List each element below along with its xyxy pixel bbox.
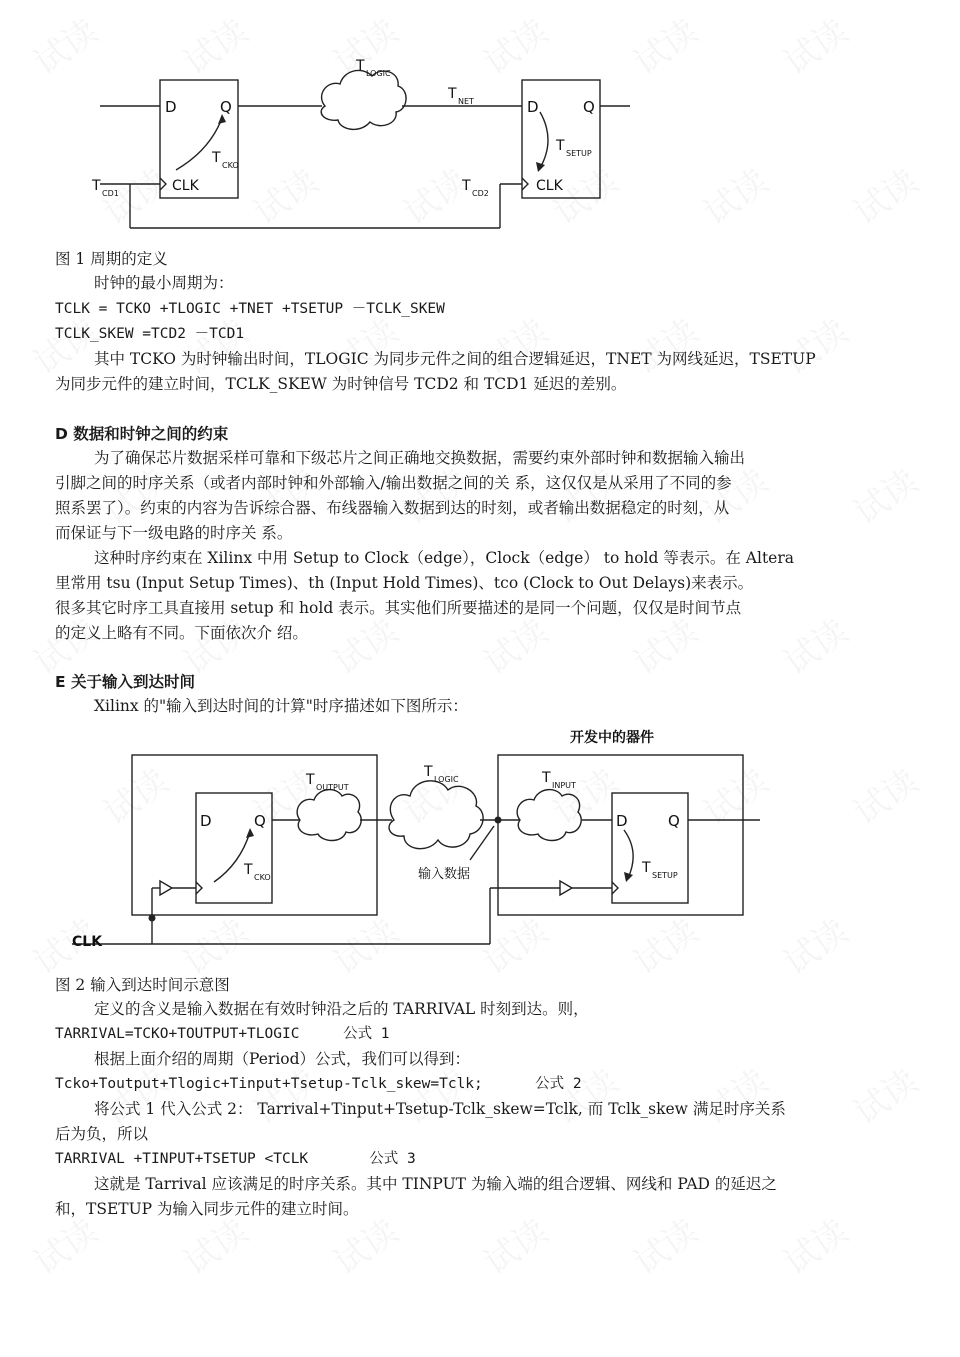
conclusion-line2: 和，TSETUP 为输入同步元件的建立时间。 — [55, 1200, 359, 1218]
watermark-text — [842, 755, 926, 834]
logic-cloud — [321, 70, 406, 129]
formula-2: Tcko+Toutput+Tlogic+Tinput+Tsetup-Tclk_skew=Tclk; 公式 2 — [55, 1076, 582, 1092]
arrival-definition: 定义的含义是输入数据在有效时钟沿之后的 TARRIVAL 时刻到达。则， — [94, 1000, 589, 1018]
ff2-tsetup-label: T — [556, 138, 565, 154]
fig2-tcko: T — [244, 862, 253, 878]
fig2-toutput: T — [306, 772, 315, 788]
tnet-label: T — [448, 86, 457, 102]
tcd1-label: T — [92, 178, 101, 194]
ff2-tsetup-sub: SETUP — [566, 149, 592, 158]
tcd2-sub: CD2 — [472, 189, 489, 198]
watermark-text — [842, 455, 926, 534]
fig2-tinput-sub: INPUT — [552, 781, 576, 790]
figure1-caption: 图 1 周期的定义 — [55, 250, 168, 268]
para-d2-line3: 很多其它时序工具直接用 setup 和 hold 表示。其实他们所要描述的是同一个问题，仅仅是时间节点 — [55, 599, 742, 617]
para-d2-line1: 这种时序约束在 Xilinx 中用 Setup to Clock（edge），Clock（edge） to hold 等表示。在 Altera — [94, 549, 794, 567]
section-e-heading: E 关于输入到达时间 — [55, 673, 195, 691]
watermark-text — [622, 305, 706, 384]
fig2-tsetup-sub: SETUP — [652, 871, 678, 880]
watermark-text — [472, 905, 556, 984]
formula-skew: TCLK_SKEW =TCD2 －TCD1 — [55, 326, 245, 342]
fig2-tcko-sub: CKO — [254, 873, 271, 882]
watermark-text — [22, 905, 106, 984]
substitution-line1: 将公式 1 代入公式 2： Tarrival+Tinput+Tsetup-Tclk_skew=Tclk, 而 Tclk_skew 满足时序关系 — [94, 1100, 786, 1118]
watermark-text — [692, 755, 776, 834]
substitution-line2: 后为负，所以 — [55, 1125, 149, 1143]
watermark-text — [92, 755, 176, 834]
ff1-d-label: D — [165, 98, 177, 116]
ff2-q-label: Q — [583, 98, 595, 116]
watermark-text — [842, 1055, 926, 1134]
fig2-d2: D — [616, 812, 628, 830]
figure1-diagram — [0, 0, 960, 240]
watermark-text — [692, 1055, 776, 1134]
period-derivation: 根据上面介绍的周期（Period）公式，我们可以得到： — [94, 1050, 471, 1068]
watermark-text — [322, 905, 406, 984]
formula-3: TARRIVAL +TINPUT+TSETUP <TCLK 公式 3 — [55, 1151, 416, 1167]
ff2-d-label: D — [527, 98, 539, 116]
section-e-intro: Xilinx 的"输入到达时间的计算"时序描述如下图所示： — [94, 697, 468, 715]
formula-tclk: TCLK = TCKO +TLOGIC +TNET +TSETUP －TCLK_SKEW — [55, 301, 445, 317]
watermark-text — [772, 305, 856, 384]
fig2-tlogic-sub: LOGIC — [434, 775, 459, 784]
formula-1: TARRIVAL=TCKO+TOUTPUT+TLOGIC 公式 1 — [55, 1026, 390, 1042]
period-intro: 时钟的最小周期为： — [94, 274, 234, 292]
right-device-box — [498, 755, 743, 915]
fig2-input-data-label: 输入数据 — [418, 867, 471, 882]
ff1-box — [196, 793, 272, 903]
device-title: 开发中的器件 — [570, 730, 654, 746]
watermark-text — [172, 905, 256, 984]
figure2-caption: 图 2 输入到达时间示意图 — [55, 976, 230, 994]
fig2-tsetup: T — [642, 860, 651, 876]
fig2-q1: Q — [254, 812, 266, 830]
para-d1-line1: 为了确保芯片数据采样可靠和下级芯片之间正确地交换数据，需要约束外部时钟和数据输入输出 — [94, 449, 746, 467]
fig2-tlogic: T — [424, 764, 433, 780]
ff1-tcko-sub: CKO — [222, 161, 239, 170]
tnet-sub: NET — [458, 97, 474, 106]
para-c-line1: 其中 TCKO 为时钟输出时间，TLOGIC 为同步元件之间的组合逻辑延迟，TNET 为网线延迟，TSETUP — [94, 350, 816, 368]
watermark-text — [772, 1205, 856, 1284]
tcd1-sub: CD1 — [102, 189, 119, 198]
watermark-text — [622, 905, 706, 984]
watermark-text — [772, 605, 856, 684]
conclusion-line1: 这就是 Tarrival 应该满足的时序关系。其中 TINPUT 为输入端的组合逻辑、网线和 PAD 的延迟之 — [94, 1175, 777, 1193]
fig2-q2: Q — [668, 812, 680, 830]
ff2-clk-label: CLK — [536, 178, 563, 194]
para-d2-line4: 的定义上略有不同。下面依次介 绍。 — [55, 624, 308, 642]
tlogic-label: T — [356, 58, 365, 74]
fig2-d1: D — [200, 812, 212, 830]
ff1-clk-label: CLK — [172, 178, 199, 194]
watermark-text — [392, 755, 476, 834]
tcd2-label: T — [462, 178, 471, 194]
watermark-text — [542, 755, 626, 834]
para-d2-line2: 里常用 tsu (Input Setup Times)、th (Input Hold Times)、tco (Clock to Out Delays)来表示。 — [55, 574, 754, 592]
para-d1-line4: 而保证与下一级电路的时序关 系。 — [55, 524, 293, 542]
watermark-text — [472, 1205, 556, 1284]
section-d-heading: D 数据和时钟之间的约束 — [55, 425, 229, 443]
watermark-text — [772, 905, 856, 984]
para-d1-line2: 引脚之间的时序关系（或者内部时钟和外部输入/输出数据之间的关 系，这仅仅是从采用了不同的参 — [55, 474, 732, 492]
fig2-tinput: T — [542, 770, 551, 786]
tlogic-sub: LOGIC — [366, 69, 391, 78]
para-c-line2: 为同步元件的建立时间，TCLK_SKEW 为时钟信号 TCD2 和 TCD1 延迟的差别。 — [55, 375, 627, 393]
left-device-box — [132, 755, 377, 915]
fig2-clk-label: CLK — [72, 934, 103, 950]
ff2-box — [612, 793, 688, 903]
fig2-toutput-sub: OUTPUT — [316, 783, 349, 792]
watermark-text — [242, 755, 326, 834]
ff1-q-label: Q — [220, 98, 232, 116]
watermark-text — [622, 1205, 706, 1284]
para-d1-line3: 照系罢了）。约束的内容为告诉综合器、布线器输入数据到达的时刻，或者输出数据稳定的时刻，从 — [55, 499, 730, 517]
ff1-tcko-label: T — [212, 150, 221, 166]
